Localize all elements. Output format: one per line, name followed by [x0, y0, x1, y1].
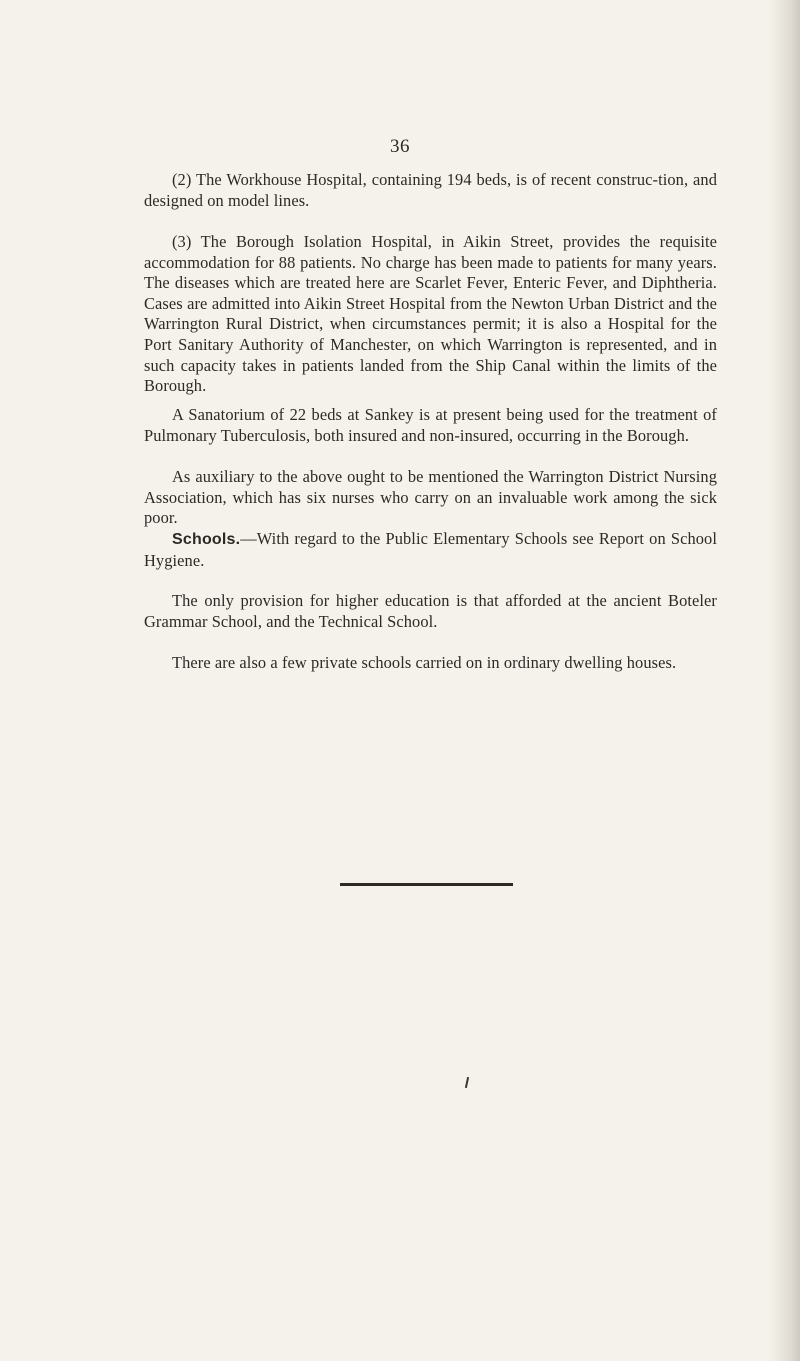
paragraph-text: (2) The Workhouse Hospital, containing 194 beds, is of recent construc-tion, and designed on model lines.	[144, 170, 717, 210]
paragraph-isolation-hospital	[144, 232, 717, 397]
page-edge-shadow	[770, 0, 800, 1361]
paragraph-private-schools	[144, 653, 717, 674]
paragraph-text: The only provision for higher education is that afforded at the ancient Boteler Grammar School, and the Technical School.	[144, 591, 717, 631]
schools-text: —With regard to the Public Elementary Schools see Report on School Hygiene.	[144, 529, 717, 570]
schools-heading: Schools.	[172, 531, 241, 548]
page-number: 36	[390, 136, 410, 157]
ink-speck	[465, 1077, 469, 1088]
paragraph-text: (3) The Borough Isolation Hospital, in Aikin Street, provides the requisite accommodation for 88 patients. No charge has been made to patients for many years. The diseases which are treated here are Scarlet Fever, Enteric Fever, and Diphtheria. Cases are admitted into Aikin Street Hospital from the Newton Urban District and the Warrington Rural District, when circumstances permit; it is also a Hospital for the Port Sanitary Authority of Manchester, on which Warrington is represented, and in such capacity takes in patients landed from the Ship Canal within the limits of the Borough.	[144, 232, 717, 396]
paragraph-sanatorium	[144, 405, 717, 446]
paragraph-nursing-association	[144, 467, 717, 529]
section-divider-rule	[340, 883, 513, 886]
paragraph-workhouse-hospital	[144, 170, 717, 211]
paragraph-text: A Sanatorium of 22 beds at Sankey is at present being used for the treatment of Pulmonary Tuberculosis, both insured and non-insured, occurring in the Borough.	[144, 405, 717, 445]
paragraph-schools	[144, 529, 717, 571]
paragraph-text: As auxiliary to the above ought to be mentioned the Warrington District Nursing Association, which has six nurses who carry on an invaluable work among the sick poor.	[144, 467, 717, 528]
paragraph-text: There are also a few private schools carried on in ordinary dwelling houses.	[172, 653, 677, 672]
paragraph-higher-education	[144, 591, 717, 632]
